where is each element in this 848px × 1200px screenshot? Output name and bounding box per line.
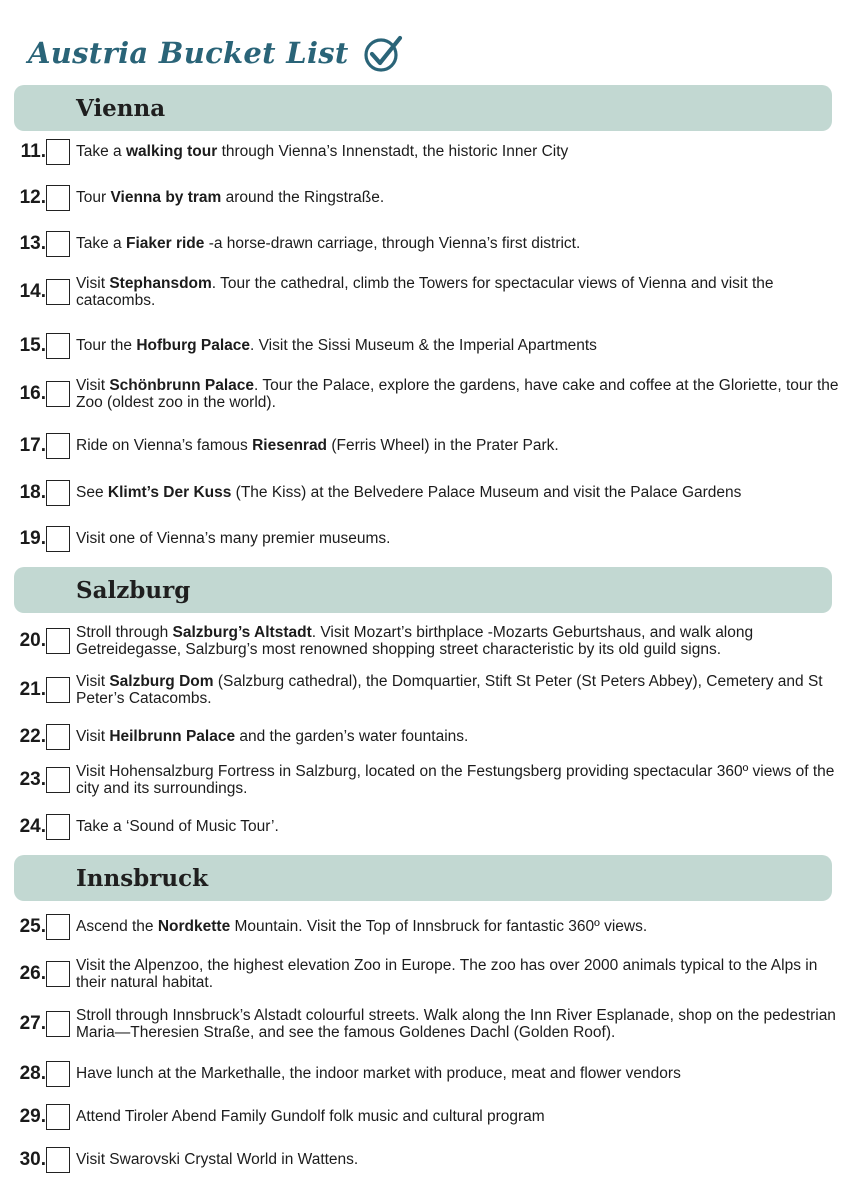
item-checkbox[interactable]	[46, 333, 70, 359]
item-text	[76, 918, 840, 935]
item-checkbox[interactable]	[46, 628, 70, 654]
item-text	[76, 235, 840, 252]
item-checkbox[interactable]	[46, 814, 70, 840]
item-text-span: Visit	[76, 673, 110, 690]
item-text-span: Attend Tiroler Abend Family Gundolf folk music and cultural program	[76, 1108, 545, 1125]
item-number: 16.	[19, 383, 46, 404]
item-text-bold: Klimt’s Der Kuss	[107, 484, 232, 501]
item-checkbox[interactable]	[46, 279, 70, 305]
section-title: Innsbruck	[76, 864, 209, 892]
item-checkbox[interactable]	[46, 480, 70, 506]
section-header	[14, 855, 832, 901]
item-text	[76, 624, 840, 658]
list-item	[0, 185, 848, 213]
list-item	[0, 1147, 848, 1175]
item-number: 24.	[19, 816, 46, 837]
item-number: 11.	[20, 141, 46, 162]
item-text-span: around the Ringstraße.	[221, 189, 385, 206]
item-text-span: Visit one of Vienna’s many premier museums.	[76, 530, 391, 547]
list-item	[0, 1061, 848, 1089]
item-text	[76, 275, 840, 309]
item-text	[76, 189, 840, 206]
list-item	[0, 761, 848, 799]
item-text-span: (Salzburg cathedral), the Domquartier, Stift St Peter (St Peters Abbey), Cemetery and St Peter’s Catacombs.	[76, 673, 823, 707]
item-text	[76, 437, 840, 454]
item-text-span: through Vienna’s Innenstadt, the historic Inner City	[217, 143, 569, 160]
list-item	[0, 1104, 848, 1132]
item-number: 20.	[19, 630, 46, 651]
item-checkbox[interactable]	[46, 139, 70, 165]
item-text	[76, 763, 840, 797]
item-checkbox[interactable]	[46, 1061, 70, 1087]
item-checkbox[interactable]	[46, 526, 70, 552]
item-text-span: (The Kiss) at the Belvedere Palace Museum and visit the Palace Gardens	[231, 484, 742, 501]
list-item	[0, 433, 848, 461]
item-text-bold: Schönbrunn Palace	[109, 377, 255, 394]
list-item	[0, 1005, 848, 1043]
page-title: Austria Bucket List	[28, 36, 349, 70]
item-text-span: Visit	[76, 275, 110, 292]
item-text	[76, 337, 840, 354]
item-text-span: . Visit Mozart’s birthplace -Mozarts Geburtshaus, and walk along Getreidegasse, Salzburg’s most renowned shopping street characteristic by its old guild signs.	[76, 624, 754, 658]
item-number: 21.	[19, 679, 46, 700]
item-text-span: See	[76, 484, 108, 501]
item-text	[76, 957, 840, 991]
list-item	[0, 955, 848, 993]
item-text-bold: Salzburg Dom	[109, 673, 214, 690]
list-item	[0, 375, 848, 413]
item-checkbox[interactable]	[46, 185, 70, 211]
item-text	[76, 1065, 840, 1082]
item-text	[76, 673, 840, 707]
item-text-span: and the garden’s water fountains.	[235, 728, 469, 745]
item-number: 15.	[19, 335, 46, 356]
item-text-bold: Stephansdom	[109, 275, 212, 292]
item-checkbox[interactable]	[46, 724, 70, 750]
item-text	[76, 818, 840, 835]
item-number: 23.	[19, 769, 46, 790]
page-header	[28, 30, 403, 76]
item-text	[76, 728, 840, 745]
item-number: 18.	[19, 482, 46, 503]
item-number: 17.	[19, 435, 46, 456]
list-item	[0, 526, 848, 554]
item-checkbox[interactable]	[46, 1104, 70, 1130]
item-text-span: Visit Swarovski Crystal World in Wattens.	[76, 1151, 359, 1168]
item-text-bold: Vienna by tram	[110, 189, 222, 206]
item-text-span: Tour the	[76, 337, 137, 354]
item-text-span: -a horse-drawn carriage, through Vienna’s first district.	[204, 235, 581, 252]
item-text-span: . Tour the cathedral, climb the Towers for spectacular views of Vienna and visit the catacombs.	[76, 275, 774, 309]
item-text-bold: Heilbrunn Palace	[109, 728, 236, 745]
item-text-span: Take a	[76, 235, 126, 252]
item-text	[76, 1151, 840, 1168]
item-text-span: Ascend the	[76, 918, 158, 935]
item-text-bold: Riesenrad	[252, 437, 328, 454]
item-number: 30.	[19, 1149, 46, 1170]
item-number: 27.	[19, 1013, 46, 1034]
item-checkbox[interactable]	[46, 767, 70, 793]
item-number: 29.	[19, 1106, 46, 1127]
item-text	[76, 1108, 840, 1125]
checkmark-circle-icon	[363, 33, 403, 73]
item-text-span: Stroll through Innsbruck’s Alstadt colourful streets. Walk along the Inn River Esplanade, shop on the pedestrian Maria—Theresien Straße, and see the famous Goldenes Dachl (Golden Roof).	[76, 1007, 836, 1041]
item-text-bold: Hofburg Palace	[136, 337, 251, 354]
item-number: 25.	[19, 916, 46, 937]
item-text-span: (Ferris Wheel) in the Prater Park.	[327, 437, 559, 454]
item-text-span: Have lunch at the Markethalle, the indoor market with produce, meat and flower vendors	[76, 1065, 681, 1082]
item-checkbox[interactable]	[46, 961, 70, 987]
list-item	[0, 139, 848, 167]
list-item	[0, 814, 848, 842]
item-checkbox[interactable]	[46, 1147, 70, 1173]
section-header	[14, 567, 832, 613]
item-text-span: Stroll through	[76, 624, 173, 641]
item-text	[76, 530, 840, 547]
item-text-span: . Tour the Palace, explore the gardens, have cake and coffee at the Gloriette, tour the Zoo (oldest zoo in the world).	[76, 377, 839, 411]
list-item	[0, 480, 848, 508]
list-item	[0, 622, 848, 660]
item-checkbox[interactable]	[46, 231, 70, 257]
item-number: 28.	[19, 1063, 46, 1084]
item-text	[76, 1007, 840, 1041]
item-checkbox[interactable]	[46, 677, 70, 703]
section-header	[14, 85, 832, 131]
item-text	[76, 484, 840, 501]
item-text-bold: Salzburg’s Altstadt	[172, 624, 312, 641]
section-title: Salzburg	[76, 576, 191, 604]
item-number: 14.	[19, 281, 46, 302]
item-text-span: Mountain. Visit the Top of Innsbruck for fantastic 360º views.	[230, 918, 648, 935]
list-item	[0, 231, 848, 259]
item-text-span: Tour	[76, 189, 111, 206]
item-checkbox[interactable]	[46, 1011, 70, 1037]
item-number: 12.	[19, 187, 46, 208]
item-checkbox[interactable]	[46, 381, 70, 407]
section-title: Vienna	[76, 94, 166, 122]
item-text-span: Take a	[76, 143, 126, 160]
item-number: 13.	[19, 233, 46, 254]
item-text-span: Ride on Vienna’s famous	[76, 437, 253, 454]
list-item	[0, 273, 848, 311]
item-text-bold: walking tour	[125, 143, 218, 160]
item-text-span: Visit the Alpenzoo, the highest elevation Zoo in Europe. The zoo has over 2000 animals typical to the Alps in their natural habitat.	[76, 957, 818, 991]
item-text-span: Visit Hohensalzburg Fortress in Salzburg, located on the Festungsberg providing spectacular 360º views of the city and its surroundings.	[76, 763, 835, 797]
item-text	[76, 143, 840, 160]
item-number: 22.	[19, 726, 46, 747]
item-checkbox[interactable]	[46, 433, 70, 459]
list-item	[0, 333, 848, 361]
item-number: 19.	[19, 528, 46, 549]
item-text-span: Take a ‘Sound of Music Tour’.	[76, 818, 279, 835]
item-text-bold: Nordkette	[157, 918, 231, 935]
item-text-bold: Fiaker ride	[125, 235, 205, 252]
list-item	[0, 724, 848, 752]
item-text-span: Visit	[76, 377, 110, 394]
list-item	[0, 914, 848, 942]
item-text-span: . Visit the Sissi Museum & the Imperial Apartments	[250, 337, 597, 354]
item-checkbox[interactable]	[46, 914, 70, 940]
item-number: 26.	[19, 963, 46, 984]
item-text	[76, 377, 840, 411]
item-text-span: Visit	[76, 728, 110, 745]
list-item	[0, 671, 848, 709]
